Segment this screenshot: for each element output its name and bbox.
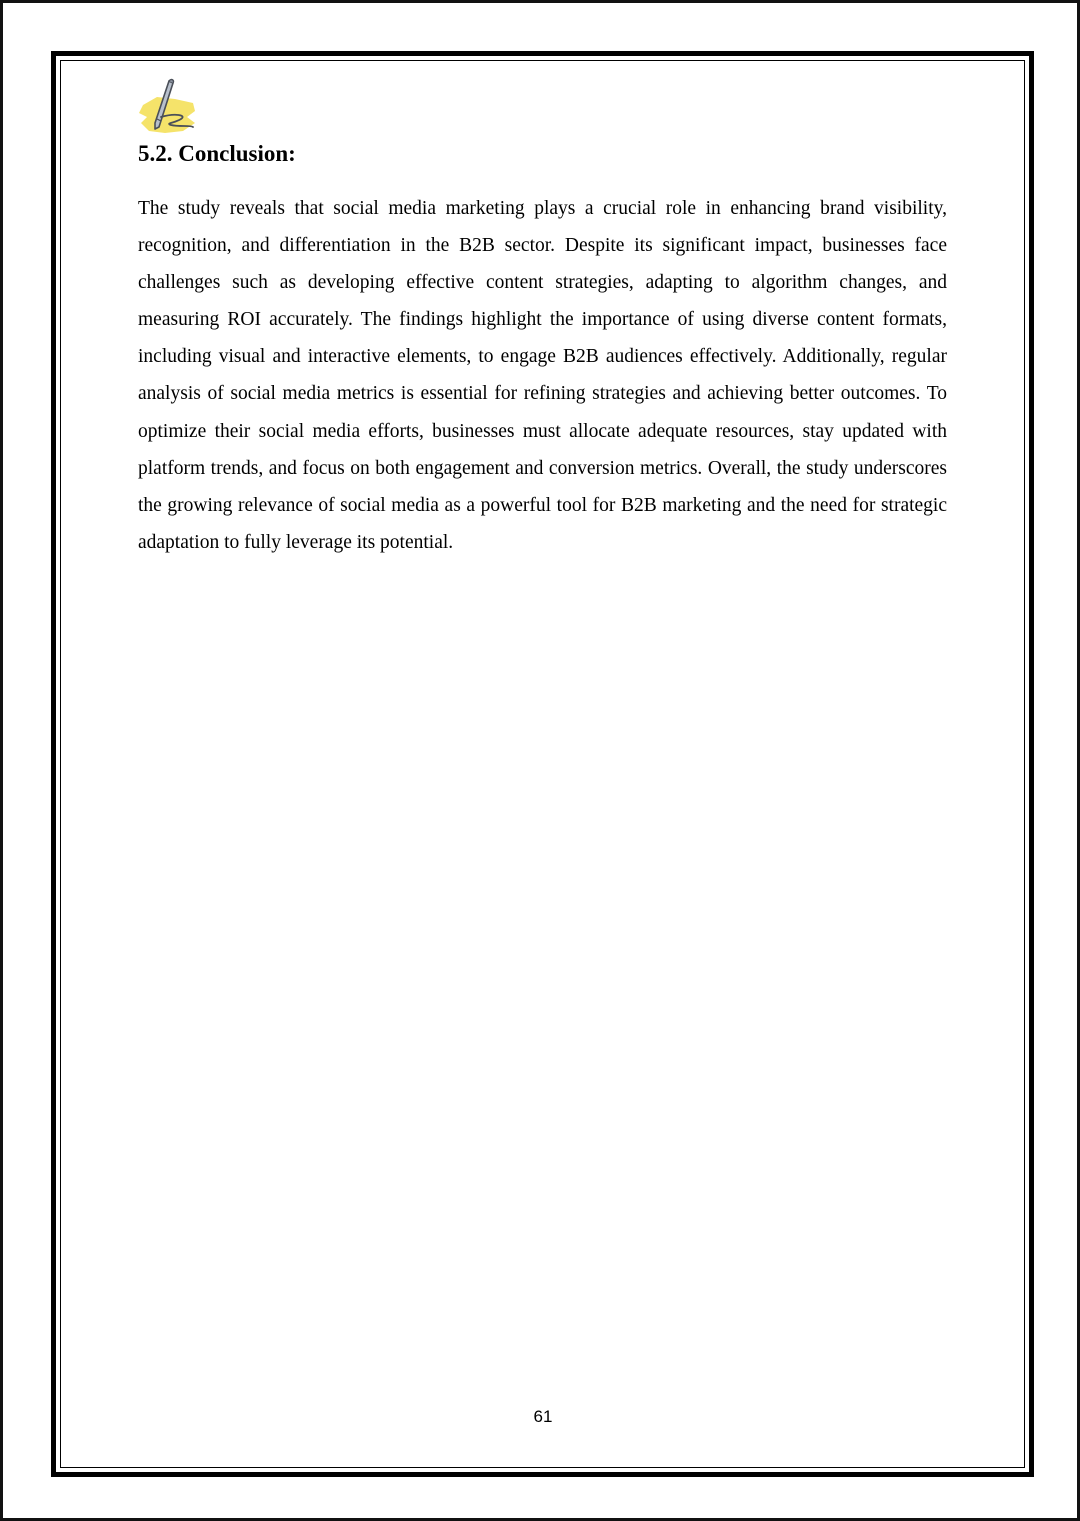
section-title: 5.2. Conclusion: [138,141,296,166]
pen-writing-icon [135,77,205,137]
page-number: 61 [533,1407,553,1426]
body-paragraph: The study reveals that social media marketing plays a crucial role in enhancing brand visibility, recognition, and differentiation in the B2B sector. Despite its significant impact, businesses face challenges such as developing effective content strategies, adapting to algorithm changes, and measuring ROI accurately. The findings highlight the importance of using diverse content formats, including visual and interactive elements, to engage B2B audiences effectively. Additionally, regular analysis of social media metrics is essential for refining strategies and achieving better outcomes. To optimize their social media efforts, businesses must allocate adequate resources, stay updated with platform trends, and focus on both engagement and conversion metrics. Overall, the study underscores the growing relevance of social media as a powerful tool for B2B marketing and the need for strategic adaptation to fully leverage its potential. [138,198,947,553]
